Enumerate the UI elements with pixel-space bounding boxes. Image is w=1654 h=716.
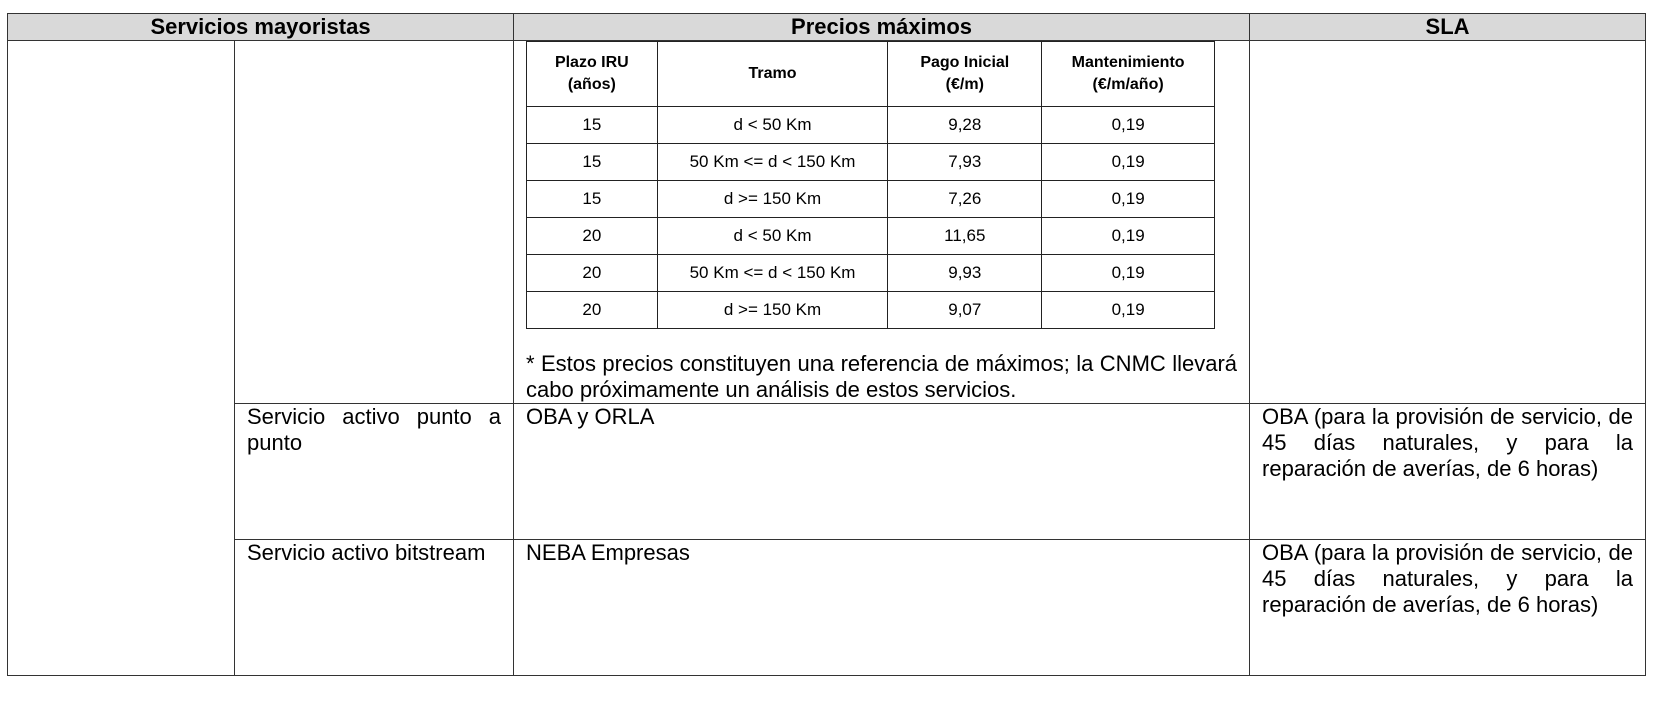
pago-cell: 9,28 bbox=[888, 107, 1042, 144]
service-sla-cell bbox=[1250, 540, 1646, 676]
price-note: * Estos precios constituyen una referencia de máximos; la CNMC llevará cabo próximamente un análisis de estos servicios. bbox=[526, 351, 1238, 402]
iru-prices-cell bbox=[514, 41, 1250, 404]
pago-cell: 7,26 bbox=[888, 181, 1042, 218]
category-cell bbox=[8, 41, 235, 676]
header-precios: Precios máximos bbox=[514, 14, 1250, 41]
plazo-cell: 15 bbox=[527, 144, 658, 181]
mantenimiento-cell: 0,19 bbox=[1042, 107, 1215, 144]
service-name-cell bbox=[235, 404, 514, 540]
plazo-cell: 15 bbox=[527, 107, 658, 144]
iru-service-cell bbox=[235, 41, 514, 404]
service-sla: OBA (para la provisión de servicio, de 45 días naturales, y para la reparación de averías, de 6 horas) bbox=[1262, 404, 1634, 481]
plazo-cell: 15 bbox=[527, 181, 658, 218]
plazo-cell: 20 bbox=[527, 292, 658, 329]
tramo-cell: d < 50 Km bbox=[657, 218, 888, 255]
service-price-cell bbox=[514, 404, 1250, 540]
service-row-p2p bbox=[8, 404, 1646, 540]
pago-cell: 9,93 bbox=[888, 255, 1042, 292]
tramo-cell: d < 50 Km bbox=[657, 107, 888, 144]
service-name: Servicio activo bitstream bbox=[247, 540, 486, 565]
service-price-cell bbox=[514, 540, 1250, 676]
table-row bbox=[527, 107, 1215, 144]
tramo-cell: 50 Km <= d < 150 Km bbox=[657, 255, 888, 292]
iru-price-table bbox=[526, 41, 1215, 329]
header-sla: SLA bbox=[1250, 14, 1646, 41]
services-table bbox=[7, 13, 1646, 676]
table-row bbox=[527, 181, 1215, 218]
iru-row bbox=[8, 41, 1646, 404]
mantenimiento-cell: 0,19 bbox=[1042, 255, 1215, 292]
col-plazo-header: Plazo IRU (años) bbox=[527, 42, 658, 107]
service-price: NEBA Empresas bbox=[526, 540, 690, 565]
tramo-cell: 50 Km <= d < 150 Km bbox=[657, 144, 888, 181]
col-tramo-header: Tramo bbox=[657, 42, 888, 107]
plazo-cell: 20 bbox=[527, 255, 658, 292]
pago-cell: 11,65 bbox=[888, 218, 1042, 255]
service-price: OBA y ORLA bbox=[526, 404, 655, 429]
pago-cell: 7,93 bbox=[888, 144, 1042, 181]
table-row bbox=[527, 218, 1215, 255]
service-name: Servicio activo punto a punto bbox=[247, 404, 502, 455]
service-name-cell bbox=[235, 540, 514, 676]
header-row bbox=[8, 14, 1646, 41]
header-servicios: Servicios mayoristas bbox=[8, 14, 514, 41]
plazo-cell: 20 bbox=[527, 218, 658, 255]
tramo-cell: d >= 150 Km bbox=[657, 292, 888, 329]
mantenimiento-cell: 0,19 bbox=[1042, 292, 1215, 329]
iru-header-row bbox=[527, 42, 1215, 107]
col-mantenimiento-header: Mantenimiento (€/m/año) bbox=[1042, 42, 1215, 107]
service-sla-cell bbox=[1250, 404, 1646, 540]
mantenimiento-cell: 0,19 bbox=[1042, 144, 1215, 181]
pago-cell: 9,07 bbox=[888, 292, 1042, 329]
mantenimiento-cell: 0,19 bbox=[1042, 181, 1215, 218]
service-sla: OBA (para la provisión de servicio, de 45 días naturales, y para la reparación de averías, de 6 horas) bbox=[1262, 540, 1634, 617]
tramo-cell: d >= 150 Km bbox=[657, 181, 888, 218]
iru-sla-cell bbox=[1250, 41, 1646, 404]
table-row bbox=[527, 292, 1215, 329]
table-row bbox=[527, 255, 1215, 292]
mantenimiento-cell: 0,19 bbox=[1042, 218, 1215, 255]
col-pago-header: Pago Inicial (€/m) bbox=[888, 42, 1042, 107]
service-row-bitstream bbox=[8, 540, 1646, 676]
table-row bbox=[527, 144, 1215, 181]
